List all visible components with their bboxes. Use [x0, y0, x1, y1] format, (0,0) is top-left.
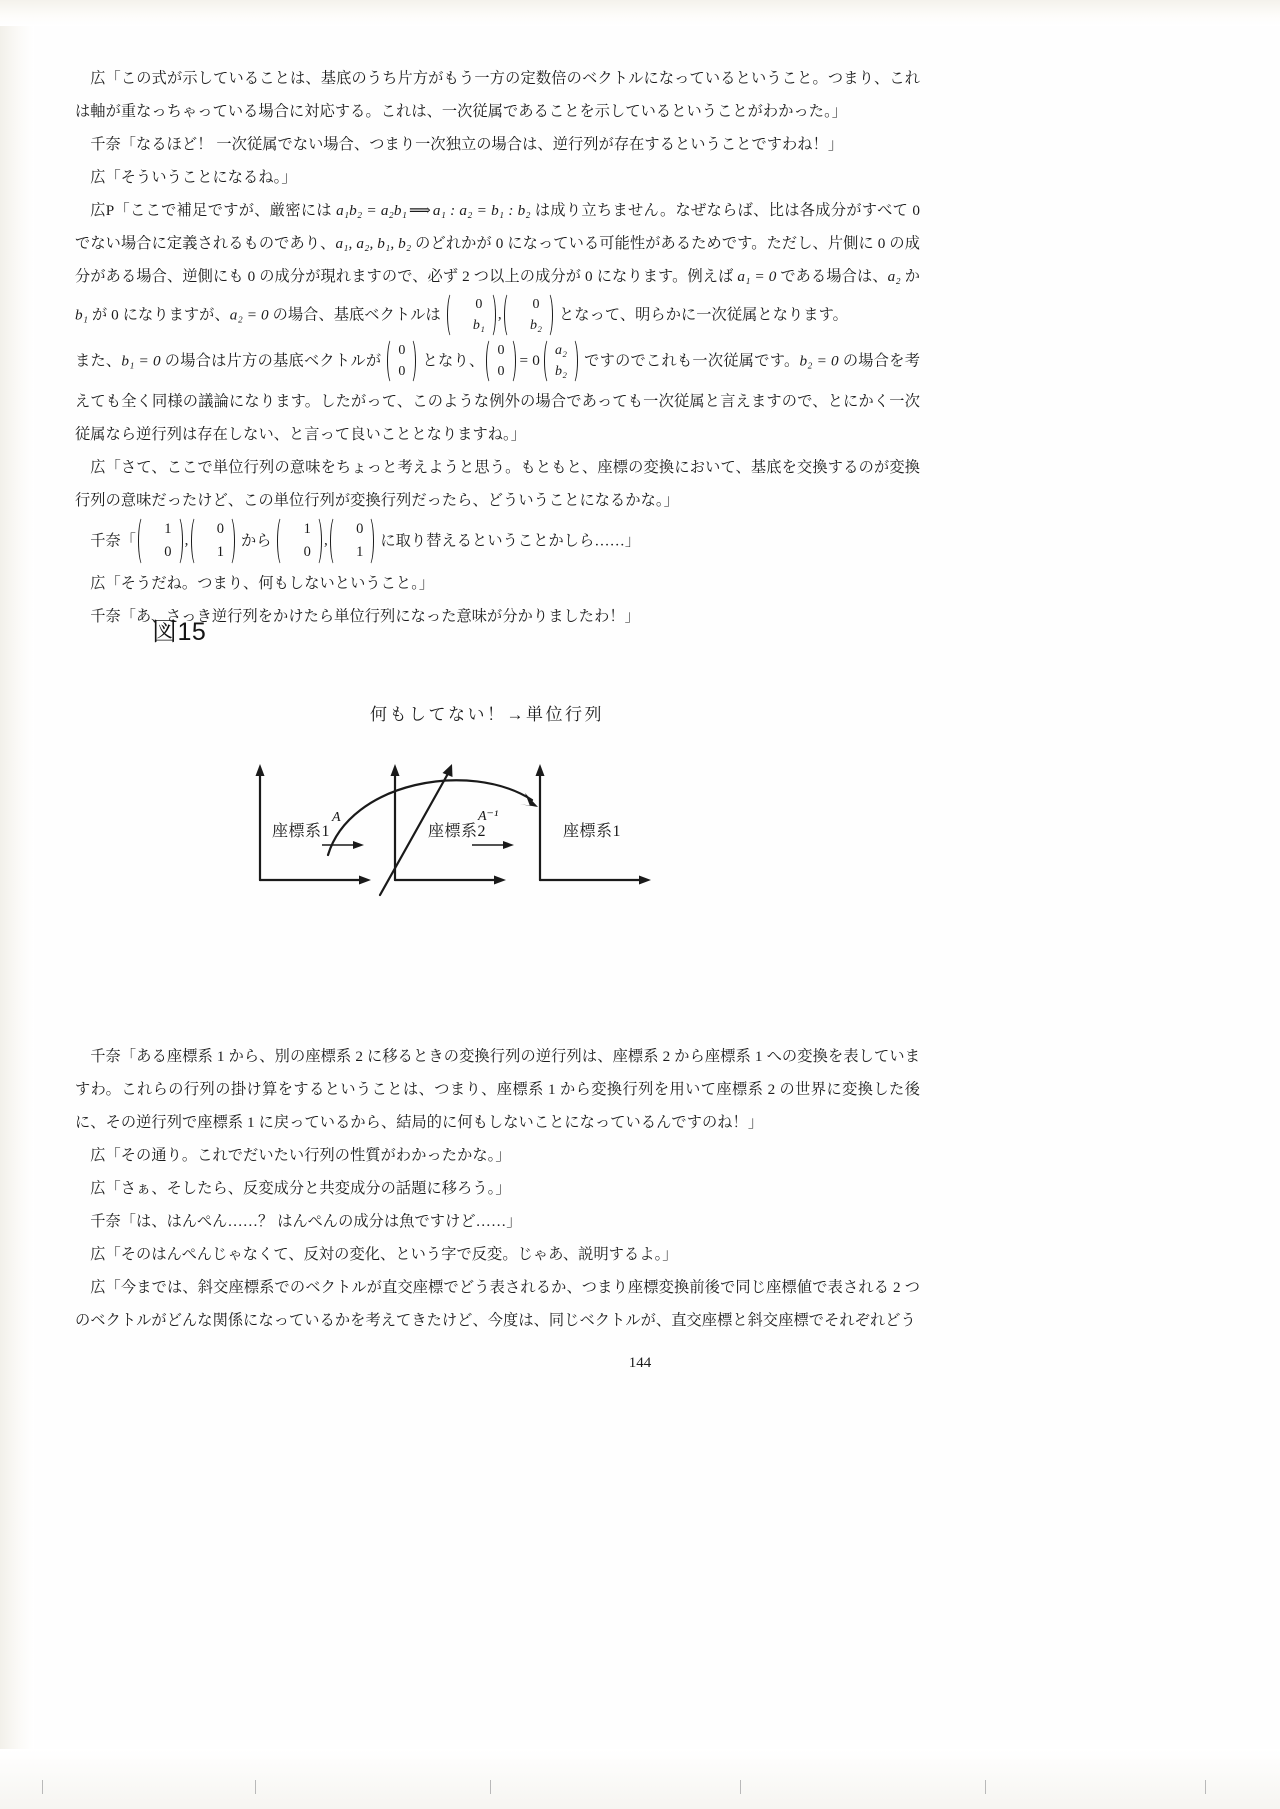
hiro-p-text-1: は成り立ちません。なぜならば、比は各成分がすべて 0 でない場合に定義されるものであり、 — [75, 202, 921, 252]
vector-bottom: 0 — [497, 364, 505, 379]
page-number: 144 — [628, 1355, 652, 1371]
paren-left — [191, 516, 200, 566]
vector-bottom: b₂ — [530, 318, 543, 333]
paren-right — [407, 338, 416, 384]
variable-b1: b₁ — [75, 306, 89, 324]
coordinate-system-label-3: 座標系1 — [563, 823, 622, 840]
china-kara: から — [237, 532, 276, 550]
paren-right — [226, 516, 235, 566]
dialogue-line-hiro-8: 広「今までは、斜交座標系でのベクトルが直交座標でどう表されるか、つまり座標変換前後で同じ座標値で表される 2 つのベクトルがどんな関係になっているかを考えてきたけど、今度は、同じベクトルが、直交座標と斜交座標でそれぞれどう — [75, 1279, 920, 1329]
dialogue-line-hiro-5: 広「その通り。これでだいたい行列の性質がわかったかな。」 — [90, 1147, 511, 1164]
column-vector-0-1-a — [191, 516, 236, 566]
hiro-p-text-9: の場合は片方の基底ベクトルが — [160, 352, 386, 370]
dialogue-line-hiro-4: 広「そうだね。つまり、何もしないということ。」 — [90, 575, 435, 592]
vector-top: a₂ — [554, 343, 568, 358]
paren-left — [387, 338, 396, 384]
condition-b1-zero: b₁ = 0 — [121, 352, 161, 370]
paren-right — [365, 516, 374, 566]
crop-mark — [985, 1780, 986, 1794]
equals-zero: = 0 — [519, 352, 540, 370]
paren-left — [330, 516, 339, 566]
condition-a1-zero: a₁ = 0 — [737, 268, 777, 285]
dialogue-line-hiro-1: 広「この式が示していることは、基底のうち片方がもう一方の定数倍のベクトルになっているということ。つまり、これは軸が重なっちゃっている場合に対応する。これは、一次従属であることを示しているということがわかった。」 — [75, 70, 920, 120]
coordinate-system-label-2: 座標系2 — [428, 823, 487, 840]
vector-bottom: 0 — [303, 544, 311, 560]
vector-bottom: 1 — [216, 544, 225, 560]
condition-a2-zero: a₂ = 0 — [229, 306, 269, 324]
implies-symbol: ⟹ — [409, 202, 431, 219]
paragraph-hiro-p — [75, 194, 920, 339]
hiro-p-text-11: ですのでこれも一次従属です。 — [580, 352, 800, 370]
main-text-block — [75, 62, 920, 633]
matrix-a: A — [332, 810, 341, 825]
dialogue-line-china-1: 千奈「なるほど！ 一次従属でない場合、つまり一次独立の場合は、逆行列が存在するということですわね！」 — [90, 136, 844, 153]
vector-top: 1 — [303, 521, 311, 537]
dialogue-line-china-unit-matrix — [75, 517, 920, 567]
paren-right — [487, 292, 496, 338]
vector-top: 0 — [497, 343, 505, 358]
column-vector-1-0-b — [277, 516, 322, 566]
china-prefix: 千奈「 — [90, 532, 137, 550]
paren-right — [313, 516, 322, 566]
vector-separator: , — [497, 305, 502, 323]
hiro-p-text-3: である場合は、 — [776, 268, 888, 285]
paren-right — [569, 338, 578, 384]
crop-mark — [1205, 1780, 1206, 1794]
hiro-p-text-7: となって、明らかに一次従属となります。 — [555, 306, 848, 324]
bottom-text-block — [75, 1040, 920, 1337]
vector-bottom: 0 — [398, 364, 406, 379]
column-vector-zero-1 — [387, 338, 416, 384]
crop-mark — [255, 1780, 256, 1794]
vector-top: 0 — [475, 297, 483, 312]
dialogue-line-hiro-3: 広「さて、ここで単位行列の意味をちょっと考えようと思う。もともと、座標の変換において、基底を交換するのが変換行列の意味だったけど、この単位行列が変換行列だったら、どういうことになるかな。」 — [75, 459, 920, 509]
paren-left — [544, 338, 553, 384]
dialogue-line-hiro-2: 広「そういうことになるね。」 — [90, 169, 297, 186]
figure-caption-identity: 何もしてない！→単位行列 — [370, 705, 604, 724]
paren-left — [504, 292, 513, 338]
column-vector-a2-b2 — [544, 338, 578, 384]
paragraph-hiro-p-cont — [75, 339, 920, 451]
paren-left — [447, 292, 456, 338]
paren-right — [544, 292, 553, 338]
hiro-p-text-2: のどれかが 0 になっている可能性があるためです。ただし、片側に 0 の成分がある場合、逆側にも 0 の成分が現れますので、必ず 2 つ以上の成分が 0 になります。例えば — [75, 235, 920, 285]
figure-label: 図15 — [152, 618, 207, 646]
dialogue-line-hiro-7: 広「そのはんぺんじゃなくて、反対の変化、という字で反変。じゃあ、説明するよ。」 — [90, 1246, 678, 1263]
vector-separator: , — [184, 531, 189, 549]
scan-edge-tint-bottom — [0, 1749, 1280, 1809]
scan-edge-tint-top — [0, 0, 1280, 26]
crop-mark — [740, 1780, 741, 1794]
china-suffix: に取り替えるということかしら……」 — [376, 532, 641, 550]
variables-list: a₁, a₂, b₁, b₂ — [335, 235, 412, 252]
vector-top: 0 — [356, 521, 364, 537]
transform-matrix-label-a — [332, 810, 341, 826]
vector-top: 0 — [216, 521, 225, 537]
dialogue-line-hiro-6: 広「さぁ、そしたら、反変成分と共変成分の話題に移ろう。」 — [90, 1180, 511, 1197]
hiro-p-text-4: か — [900, 268, 920, 285]
hiro-p-text-5: が 0 になりますが、 — [88, 306, 230, 324]
vector-separator: , — [323, 531, 328, 549]
crop-mark — [490, 1780, 491, 1794]
matrix-a-inverse: A⁻¹ — [478, 809, 499, 824]
vector-top: 0 — [532, 297, 540, 312]
hiro-p-intro: 広P「ここで補足ですが、厳密には — [90, 202, 337, 219]
dialogue-line-china-3: 千奈「ある座標系 1 から、別の座標系 2 に移るときの変換行列の逆行列は、座標系 2 から座標系 1 への変換を表していますわ。これらの行列の掛け算をするということは、つまり、座標系 1 から変換行列を用いて座標系 2 の世界に変換した後に、その逆行列で座標系 1 に戻っているから、結局的に何もしないことになっているんですのね！」 — [75, 1048, 920, 1131]
column-vector-1-0-a — [138, 516, 183, 566]
column-vector-zero-2 — [486, 338, 515, 384]
vector-top: 0 — [398, 343, 406, 358]
condition-b2-zero: b₂ = 0 — [799, 352, 839, 370]
dialogue-line-china-4: 千奈「は、はんぺん……？ はんぺんの成分は魚ですけど……」 — [90, 1213, 522, 1230]
column-vector-0-1-b — [330, 516, 375, 566]
coordinate-system-label-1: 座標系1 — [272, 823, 331, 840]
column-vector-0-b1 — [447, 292, 496, 338]
dialogue-line-china-2: 千奈「あ、さっき逆行列をかけたら単位行列になった意味が分かりましたわ！」 — [90, 608, 640, 625]
column-vector-0-b2 — [504, 292, 553, 338]
figure-15-diagram — [200, 690, 720, 920]
vector-bottom: 0 — [164, 544, 172, 560]
crop-mark — [42, 1780, 43, 1794]
figure-svg — [200, 690, 720, 920]
equation-a1b2: a₁b₂ = a₂b₁ — [336, 202, 408, 219]
paren-left — [138, 516, 147, 566]
hiro-p-text-12: の場合を考えても全く同様の議論になります。したがって、このような例外の場合であっても一次従属と言えますので、とにかく一次従属なら逆行列は存在しない、と言って良いこととなりますね。」 — [75, 352, 920, 443]
hiro-p-text-10: となり、 — [418, 352, 485, 370]
hiro-p-text-8: また、 — [75, 352, 122, 370]
scan-edge-tint-left — [0, 0, 34, 1809]
paren-left — [486, 338, 495, 384]
transform-matrix-label-a-inverse — [478, 808, 498, 825]
paren-right — [507, 338, 516, 384]
hiro-p-text-6: の場合、基底ベクトルは — [268, 306, 445, 324]
variable-a2: a₂ — [887, 268, 901, 285]
vector-bottom: b₂ — [554, 364, 568, 379]
paren-right — [174, 516, 183, 566]
equation-ratio: a₁ : a₂ = b₁ : b₂ — [432, 202, 531, 219]
vector-top: 1 — [164, 521, 172, 537]
paren-left — [277, 516, 286, 566]
vector-bottom: b₁ — [472, 318, 485, 333]
vector-bottom: 1 — [356, 544, 364, 560]
